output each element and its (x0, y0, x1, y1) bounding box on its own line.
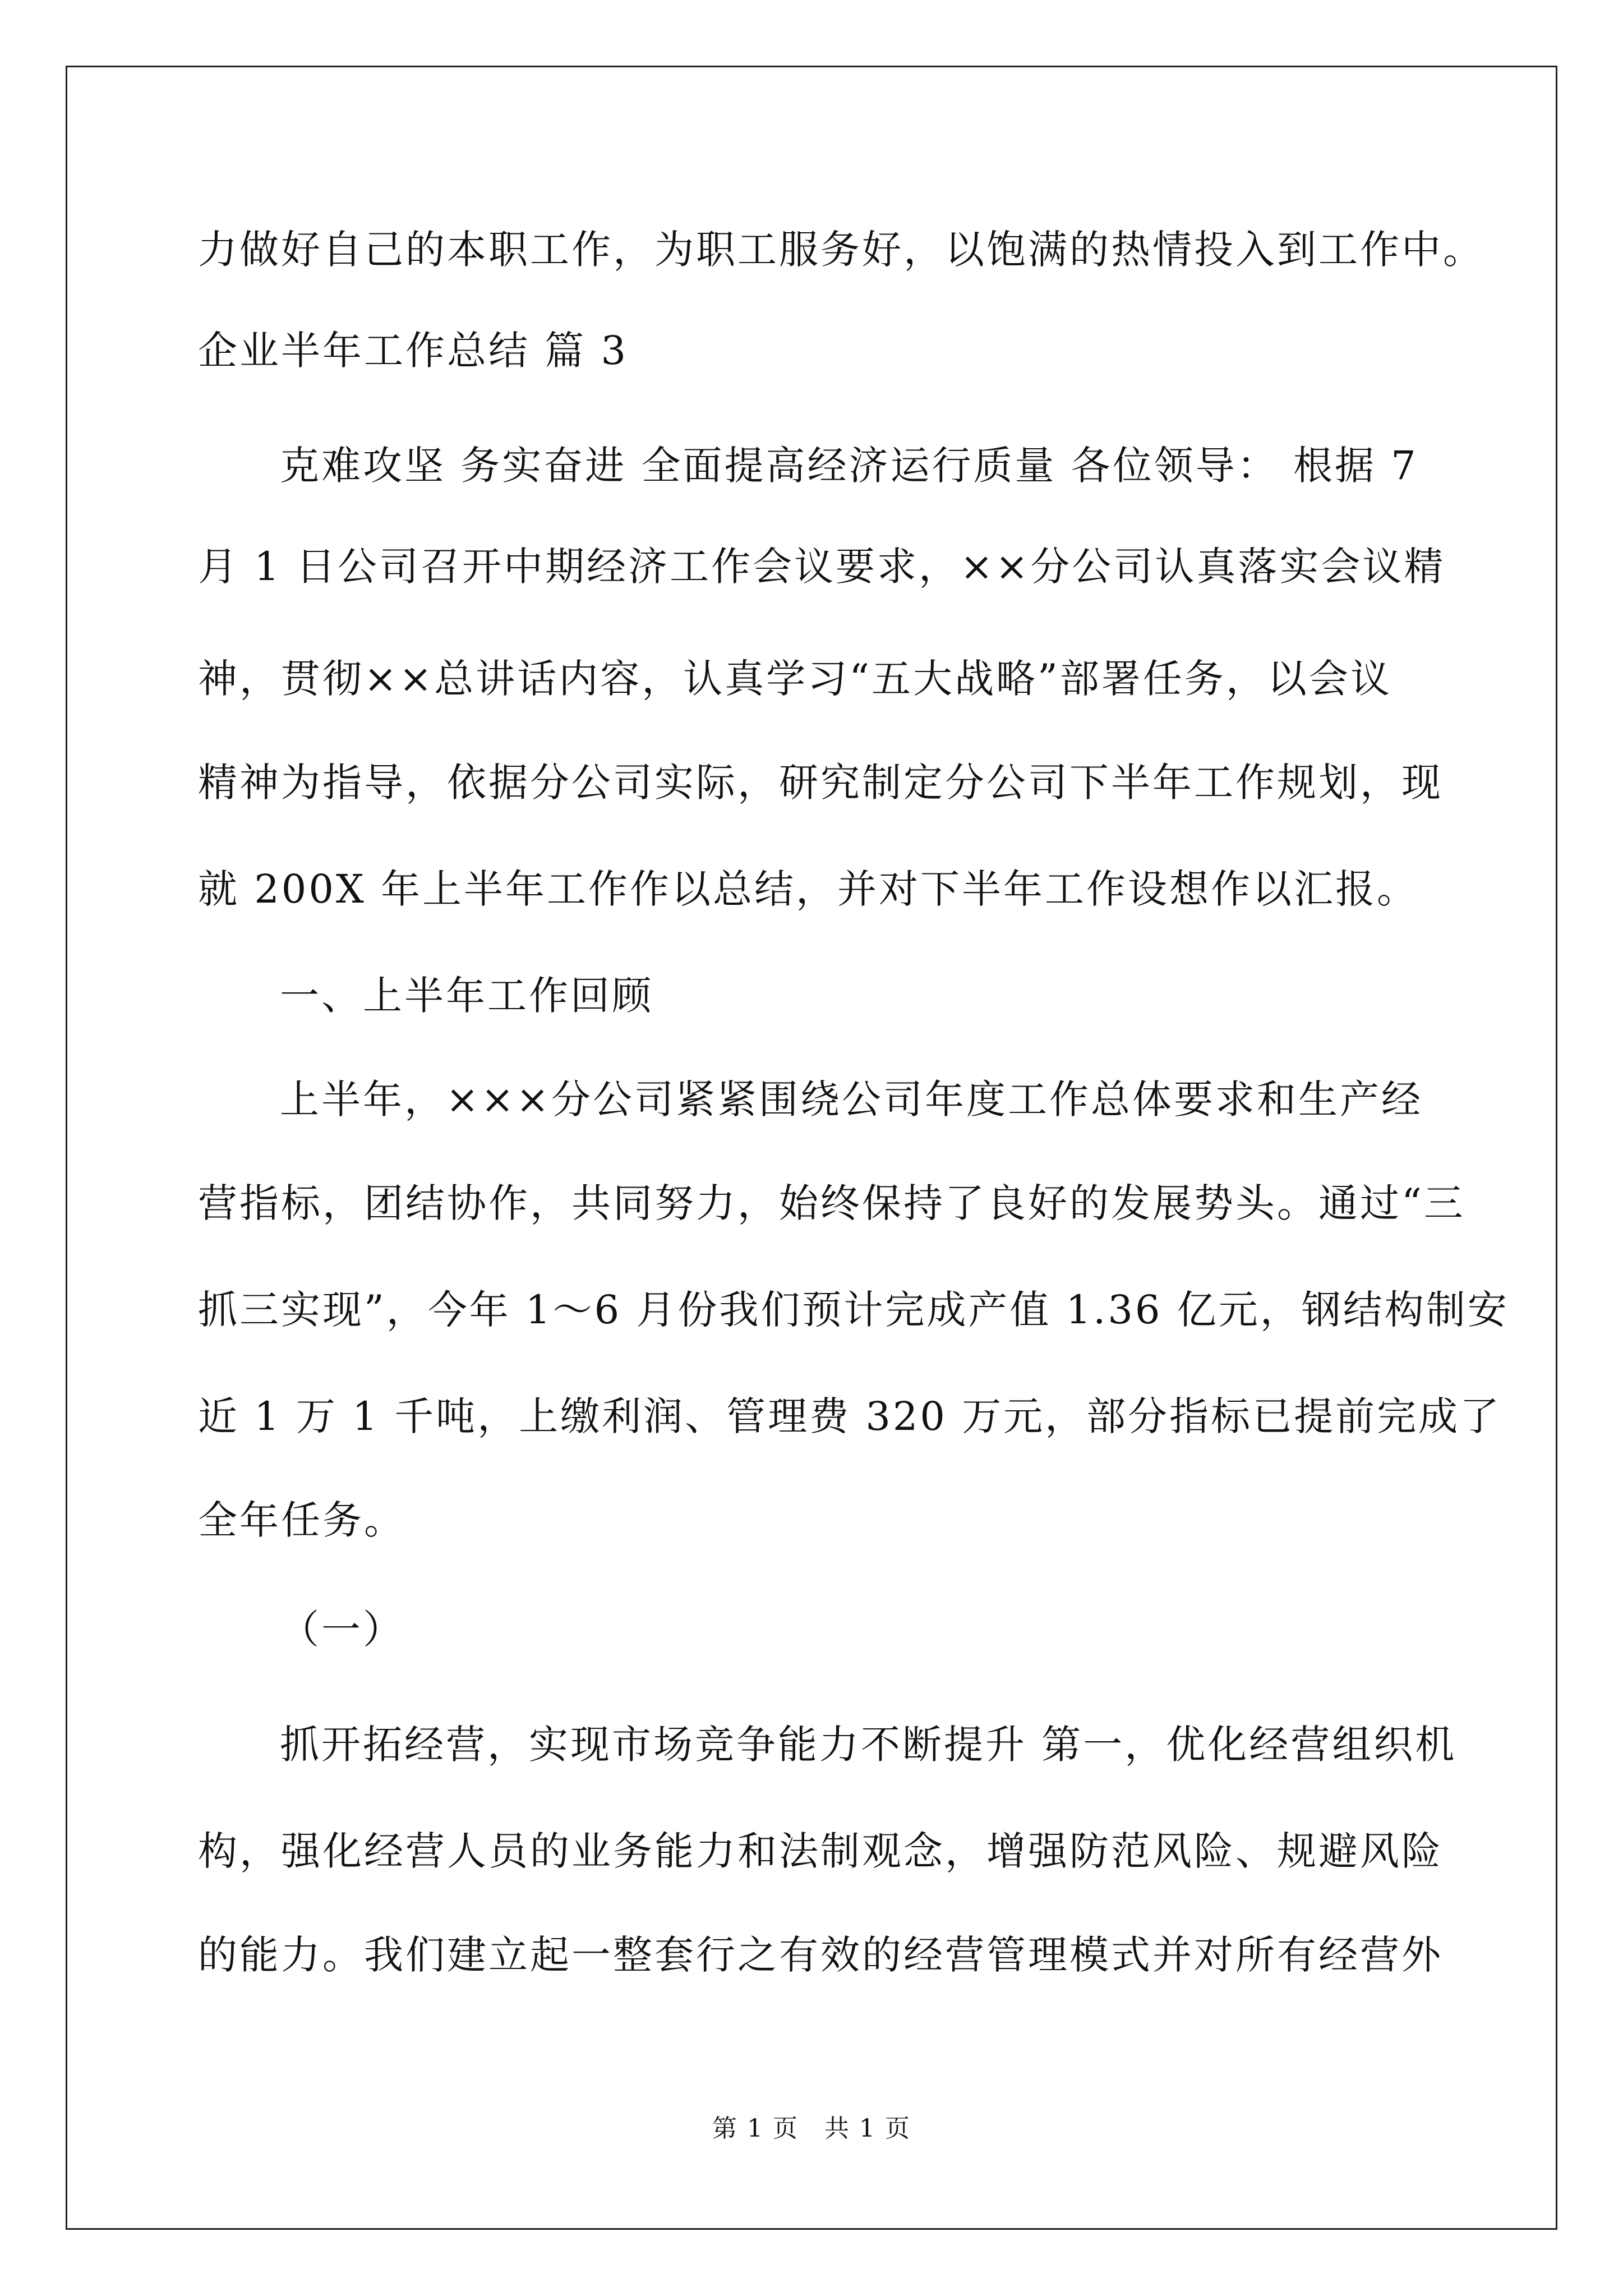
subsection-marker: （一） (280, 1607, 404, 1653)
body-text-line: 近 1 万 1 千吨，上缴利润、管理费 320 万元，部分指标已提前完成了 (198, 1393, 1502, 1439)
body-text-line: 营指标，团结协作，共同努力，始终保持了良好的发展势头。通过“三 (198, 1180, 1465, 1226)
subsection-heading: 一、上半年工作回顾 (280, 973, 653, 1019)
body-text-line: 全年任务。 (198, 1497, 405, 1543)
body-text-line: 构，强化经营人员的业务能力和法制观念，增强防范风险、规避风险 (198, 1828, 1443, 1874)
section-heading: 企业半年工作总结 篇 3 (198, 328, 629, 374)
body-text-line: 上半年，×××分公司紧紧围绕公司年度工作总体要求和生产经 (280, 1076, 1423, 1122)
body-text-line: 就 200X 年上半年工作作以总结，并对下半年工作设想作以汇报。 (198, 866, 1418, 912)
body-text-line: 神，贯彻××总讲话内容，认真学习“五大战略”部署任务，以会议 (198, 656, 1392, 702)
body-text-line: 力做好自己的本职工作，为职工服务好，以饱满的热情投入到工作中。 (198, 227, 1484, 273)
body-text-line: 抓开拓经营，实现市场竞争能力不断提升 第一，优化经营组织机 (280, 1722, 1457, 1768)
page-border (66, 66, 1557, 2230)
body-text-line: 月 1 日公司召开中期经济工作会议要求，××分公司认真落实会议精 (198, 544, 1446, 590)
body-text-line: 的能力。我们建立起一整套行之有效的经营管理模式并对所有经营外 (198, 1932, 1443, 1978)
body-text-line: 克难攻坚 务实奋进 全面提高经济运行质量 各位领导： 根据 7 (280, 443, 1418, 489)
page-footer: 第 1 页 共 1 页 (712, 2114, 911, 2143)
body-text-line: 精神为指导，依据分公司实际，研究制定分公司下半年工作规划，现 (198, 760, 1443, 806)
body-text-line: 抓三实现”，今年 1～6 月份我们预计完成产值 1.36 亿元，钢结构制安 (198, 1287, 1509, 1333)
